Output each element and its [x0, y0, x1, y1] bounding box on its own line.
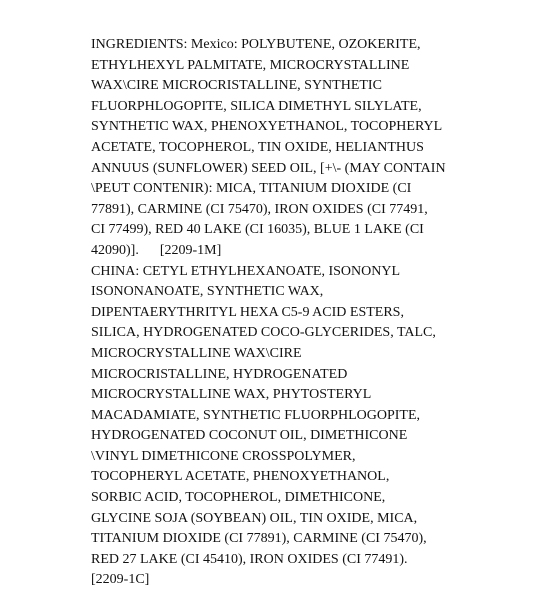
ingredients-line: MICROCRYSTALLINE WAX, PHYTOSTERYL: [91, 387, 372, 403]
ingredients-line: FLUORPHLOGOPITE, SILICA DIMETHYL SILYLATE,: [91, 98, 422, 114]
ingredients-line: 77891), CARMINE (CI 75470), IRON OXIDES (CI 77491,: [91, 201, 428, 217]
ingredients-line: CHINA: CETYL ETHYLHEXANOATE, ISONONYL: [91, 263, 400, 279]
ingredients-line: MICROCRISTALLINE, HYDROGENATED: [91, 366, 348, 382]
ingredients-line: \VINYL DIMETHICONE CROSSPOLYMER,: [91, 448, 356, 464]
ingredients-line: TITANIUM DIOXIDE (CI 77891), CARMINE (CI 75470),: [91, 531, 427, 547]
ingredients-line: MACADAMIATE, SYNTHETIC FLUORPHLOGOPITE,: [91, 407, 420, 423]
ingredients-line: RED 27 LAKE (CI 45410), IRON OXIDES (CI 77491).: [91, 551, 408, 567]
ingredients-line: ETHYLHEXYL PALMITATE, MICROCRYSTALLINE: [91, 57, 410, 73]
ingredients-line: ISONONANOATE, SYNTHETIC WAX,: [91, 284, 324, 300]
ingredients-text-block: [91, 35, 511, 591]
ingredients-line: \PEUT CONTENIR): MICA, TITANIUM DIOXIDE (CI: [91, 181, 412, 197]
ingredients-line: SORBIC ACID, TOCOPHEROL, DIMETHICONE,: [91, 490, 386, 506]
ingredients-line: DIPENTAERYTHRITYL HEXA C5-9 ACID ESTERS,: [91, 304, 404, 320]
ingredients-line: CI 77499), RED 40 LAKE (CI 16035), BLUE 1 LAKE (CI: [91, 222, 424, 238]
ingredients-line: 42090)]. [2209-1M]: [91, 242, 222, 258]
ingredients-line: ANNUUS (SUNFLOWER) SEED OIL, [+\- (MAY CONTAIN: [91, 160, 446, 176]
ingredients-line: SYNTHETIC WAX, PHENOXYETHANOL, TOCOPHERYL: [91, 119, 443, 135]
ingredients-line: ACETATE, TOCOPHEROL, TIN OXIDE, HELIANTHUS: [91, 139, 424, 155]
ingredients-line: TOCOPHERYL ACETATE, PHENOXYETHANOL,: [91, 469, 390, 485]
ingredients-line: WAX\CIRE MICROCRISTALLINE, SYNTHETIC: [91, 78, 382, 94]
ingredients-line: INGREDIENTS: Mexico: POLYBUTENE, OZOKERITE,: [91, 37, 421, 52]
ingredients-line: GLYCINE SOJA (SOYBEAN) OIL, TIN OXIDE, MICA,: [91, 510, 418, 526]
ingredients-line: SILICA, HYDROGENATED COCO-GLYCERIDES, TALC,: [91, 325, 436, 341]
ingredients-line: [2209-1C]: [91, 572, 150, 588]
ingredients-line: MICROCRYSTALLINE WAX\CIRE: [91, 345, 302, 361]
ingredients-line: HYDROGENATED COCONUT OIL, DIMETHICONE: [91, 428, 408, 444]
